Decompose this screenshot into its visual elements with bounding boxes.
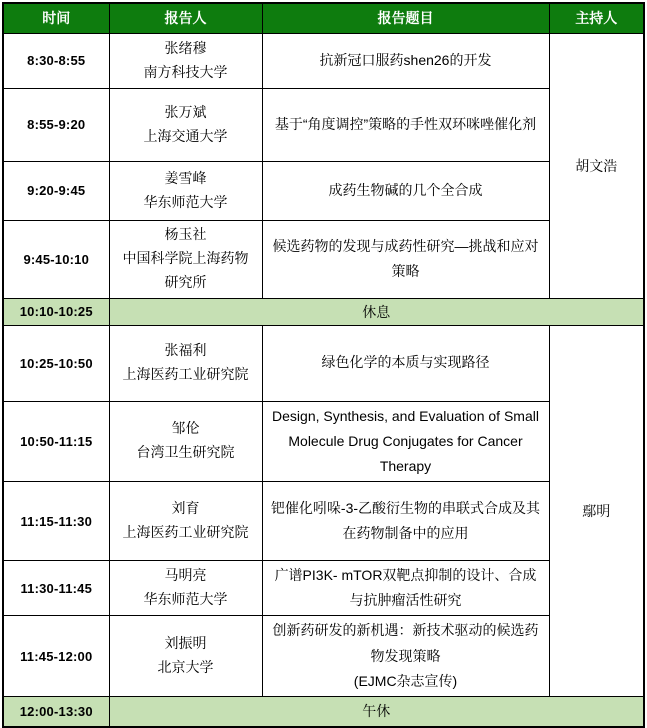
speaker-name: 杨玉社 xyxy=(164,226,207,243)
col-header-host: 主持人 xyxy=(549,3,644,33)
table-row xyxy=(3,325,644,401)
table-row xyxy=(3,161,644,220)
col-header-time: 时间 xyxy=(3,3,109,33)
speaker-affiliation: 上海医药工业研究院 xyxy=(122,524,249,541)
speaker-name: 刘育 xyxy=(171,500,200,517)
talk-title-cell: 绿色化学的本质与实现路径 xyxy=(262,325,549,401)
time-cell: 9:45-10:10 xyxy=(3,220,109,298)
speaker-affiliation: 上海交通大学 xyxy=(143,127,228,144)
speaker-affiliation: 中国科学院上海药物研究所 xyxy=(122,250,249,290)
speaker-name: 张万斌 xyxy=(164,103,207,120)
speaker-affiliation: 华东师范大学 xyxy=(143,591,228,608)
table-row xyxy=(3,220,644,298)
time-cell: 10:50-11:15 xyxy=(3,401,109,482)
speaker-affiliation: 南方科技大学 xyxy=(143,63,228,80)
speaker-name: 刘振明 xyxy=(164,635,207,652)
speaker-cell xyxy=(109,616,262,697)
speaker-cell xyxy=(109,561,262,616)
col-header-title: 报告题目 xyxy=(262,3,549,33)
speaker-affiliation: 台湾卫生研究院 xyxy=(136,444,235,461)
speaker-name: 马明亮 xyxy=(164,567,207,584)
table-row xyxy=(3,616,644,697)
speaker-name: 姜雪峰 xyxy=(164,169,207,186)
speaker-name: 张福利 xyxy=(164,342,207,359)
speaker-cell xyxy=(109,88,262,161)
speaker-cell xyxy=(109,33,262,88)
speaker-cell xyxy=(109,401,262,482)
table-row xyxy=(3,401,644,482)
time-cell: 11:30-11:45 xyxy=(3,561,109,616)
break-label: 休息 xyxy=(109,298,644,325)
program-table xyxy=(2,2,645,728)
time-cell: 9:20-9:45 xyxy=(3,161,109,220)
time-cell: 12:00-13:30 xyxy=(3,697,109,727)
speaker-cell xyxy=(109,161,262,220)
table-row xyxy=(3,88,644,161)
table-row xyxy=(3,561,644,616)
break-row-lunch xyxy=(3,697,644,727)
speaker-name: 邹伦 xyxy=(171,420,200,437)
speaker-cell xyxy=(109,482,262,561)
host-cell-session1: 胡文浩 xyxy=(549,33,644,298)
time-cell: 8:55-9:20 xyxy=(3,88,109,161)
speaker-affiliation: 华东师范大学 xyxy=(143,193,228,210)
col-header-speaker: 报告人 xyxy=(109,3,262,33)
talk-title-cell: 候选药物的发现与成药性研究—挑战和应对策略 xyxy=(262,220,549,298)
talk-title-cell: 成药生物碱的几个全合成 xyxy=(262,161,549,220)
talk-title-cell: 创新药研发的新机遇：新技术驱动的候选药物发现策略 (EJMC杂志宣传) xyxy=(262,616,549,697)
speaker-name: 张绪穆 xyxy=(164,39,207,56)
break-label: 午休 xyxy=(109,697,644,727)
time-cell: 11:15-11:30 xyxy=(3,482,109,561)
table-header-row xyxy=(3,3,644,33)
time-cell: 8:30-8:55 xyxy=(3,33,109,88)
host-cell-session2: 鄢明 xyxy=(549,325,644,697)
time-cell: 10:10-10:25 xyxy=(3,298,109,325)
speaker-cell xyxy=(109,325,262,401)
break-row-morning xyxy=(3,298,644,325)
table-row xyxy=(3,33,644,88)
speaker-affiliation: 上海医药工业研究院 xyxy=(122,366,249,382)
talk-title-cell: 钯催化吲哚-3-乙酸衍生物的串联式合成及其在药物制备中的应用 xyxy=(262,482,549,561)
table-row xyxy=(3,482,644,561)
talk-title-cell: 抗新冠口服药shen26的开发 xyxy=(262,33,549,88)
speaker-affiliation: 北京大学 xyxy=(157,659,214,676)
time-cell: 10:25-10:50 xyxy=(3,325,109,401)
talk-title-cell: 广谱PI3K- mTOR双靶点抑制的设计、合成与抗肿瘤活性研究 xyxy=(262,561,549,616)
speaker-cell xyxy=(109,220,262,298)
talk-title-cell: 基于“角度调控”策略的手性双环咪唑催化剂 xyxy=(262,88,549,161)
talk-title-cell: Design, Synthesis, and Evaluation of Small Molecule Drug Conjugates for Cancer Therapy xyxy=(262,401,549,482)
time-cell: 11:45-12:00 xyxy=(3,616,109,697)
